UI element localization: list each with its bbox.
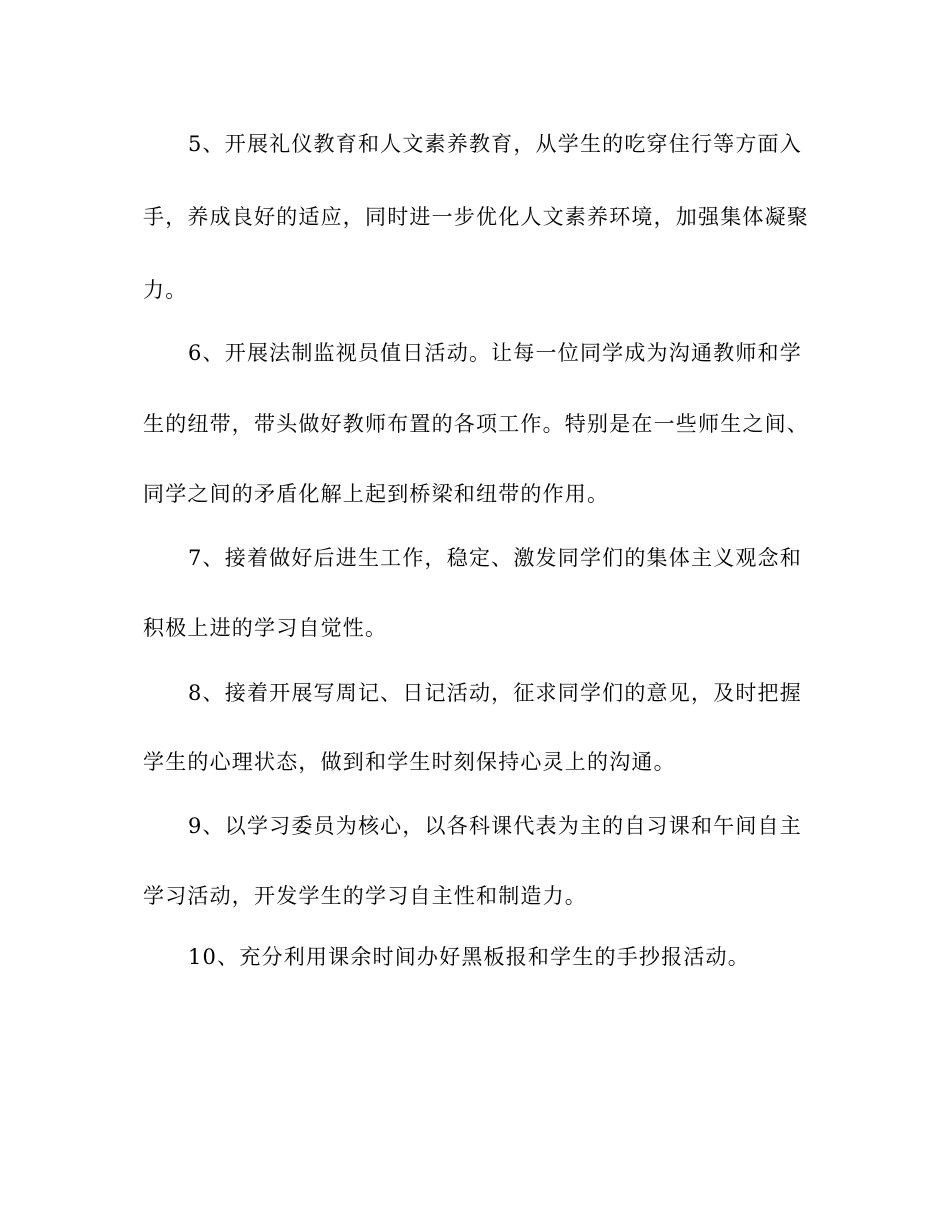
paragraph-6-line-1: 6、开展法制监视员值日活动。让每一位同学成为沟通教师和学 — [188, 341, 802, 365]
paragraph-5-line-3: 力。 — [143, 278, 188, 302]
paragraph-9-line-2: 学习活动，开发学生的学习自主性和制造力。 — [143, 884, 587, 908]
paragraph-8-line-1: 8、接着开展写周记、日记活动，征求同学们的意见，及时把握 — [188, 681, 802, 705]
paragraph-6-line-2: 生的纽带，带头做好教师布置的各项工作。特别是在一些师生之间、 — [143, 412, 809, 436]
paragraph-5-line-2: 手，养成良好的适应，同时进一步优化人文素养环境，加强集体凝聚 — [143, 205, 809, 229]
paragraph-6-line-3: 同学之间的矛盾化解上起到桥梁和纽带的作用。 — [143, 482, 610, 506]
paragraph-7-line-1: 7、接着做好后进生工作，稳定、激发同学们的集体主义观念和 — [188, 546, 802, 570]
paragraph-9-line-1: 9、以学习委员为核心，以各科课代表为主的自习课和午间自主 — [188, 814, 802, 838]
paragraph-7-line-2: 积极上进的学习自觉性。 — [143, 616, 388, 640]
paragraph-10-line-1: 10、充分利用课余时间办好黑板报和学生的手抄报活动。 — [188, 945, 750, 969]
paragraph-8-line-2: 学生的心理状态，做到和学生时刻保持心灵上的沟通。 — [143, 750, 676, 774]
paragraph-5-line-1: 5、开展礼仪教育和人文素养教育，从学生的吃穿住行等方面入 — [188, 132, 802, 156]
